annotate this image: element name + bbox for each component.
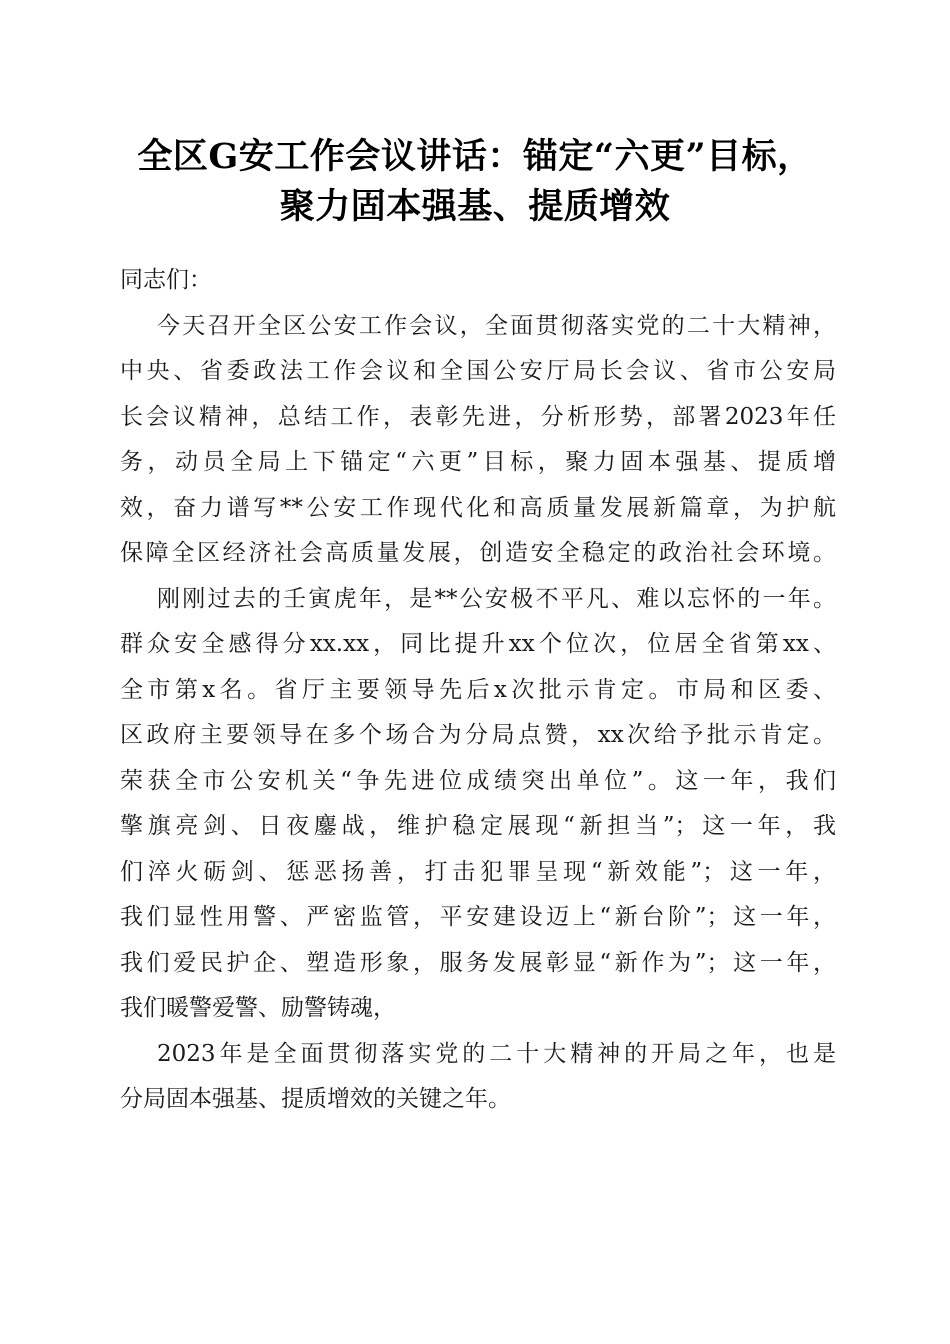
title-line-2: 聚力固本强基、提质增效: [279, 186, 671, 227]
paragraph-line: 刚刚过去的壬寅虎年，是**公安极不平凡、难以忘怀的一年。: [157, 585, 836, 612]
paragraph-line: 务，动员全局上下锚定“六更”目标，聚力固本强基、提质增: [120, 449, 836, 475]
paragraph-line: 分局固本强基、提质增效的关键之年。: [120, 1086, 511, 1112]
paragraph-line: 我们爱民护企、塑造形象，服务发展彰显“新作为”；这一年，: [120, 949, 836, 976]
paragraph-line: 我们显性用警、严密监管，平安建设迈上“新台阶”；这一年，: [120, 904, 836, 930]
paragraph-line: 们淬火砺剑、惩恶扬善，打击犯罪呈现“新效能”；这一年，: [120, 858, 836, 885]
title-line-1: 全区G安工作会议讲话：锚定“六更”目标，: [137, 136, 813, 177]
paragraph-line: 保障全区经济社会高质量发展，创造安全稳定的政治社会环境。: [120, 540, 836, 566]
paragraph-line: 我们暖警爱警、励警铸魂，: [120, 995, 396, 1021]
paragraph-line: 全市第x名。省厅主要领导先后x次批示肯定。市局和区委、: [120, 676, 836, 703]
paragraph-line: 区政府主要领导在多个场合为分局点赞，xx次给予批示肯定。: [120, 722, 836, 748]
paragraph-line: 长会议精神，总结工作，表彰先进，分析形势，部署2023年任: [120, 403, 836, 430]
greeting: 同志们：: [120, 267, 212, 293]
paragraph-line: 中央、省委政法工作会议和全国公安厅局长会议、省市公安局: [120, 358, 836, 384]
document-title: [80, 132, 870, 232]
document-body: [120, 258, 836, 1123]
paragraph-line: 今天召开全区公安工作会议，全面贯彻落实党的二十大精神，: [157, 312, 836, 339]
paragraph-line: 群众安全感得分xx.xx，同比提升xx个位次，位居全省第xx、: [120, 631, 836, 657]
paragraph-line: 擎旗亮剑、日夜鏖战，维护稳定展现“新担当”；这一年，我: [120, 813, 836, 839]
paragraph-line: 2023年是全面贯彻落实党的二十大精神的开局之年，也是: [157, 1040, 836, 1067]
paragraph-line: 荣获全市公安机关“争先进位成绩突出单位”。这一年，我们: [120, 767, 836, 794]
paragraph-2: [120, 577, 836, 1032]
paragraph-1: [120, 304, 836, 577]
paragraph-3: [120, 1032, 836, 1123]
paragraph-line: 效，奋力谱写**公安工作现代化和高质量发展新篇章，为护航: [120, 494, 836, 521]
